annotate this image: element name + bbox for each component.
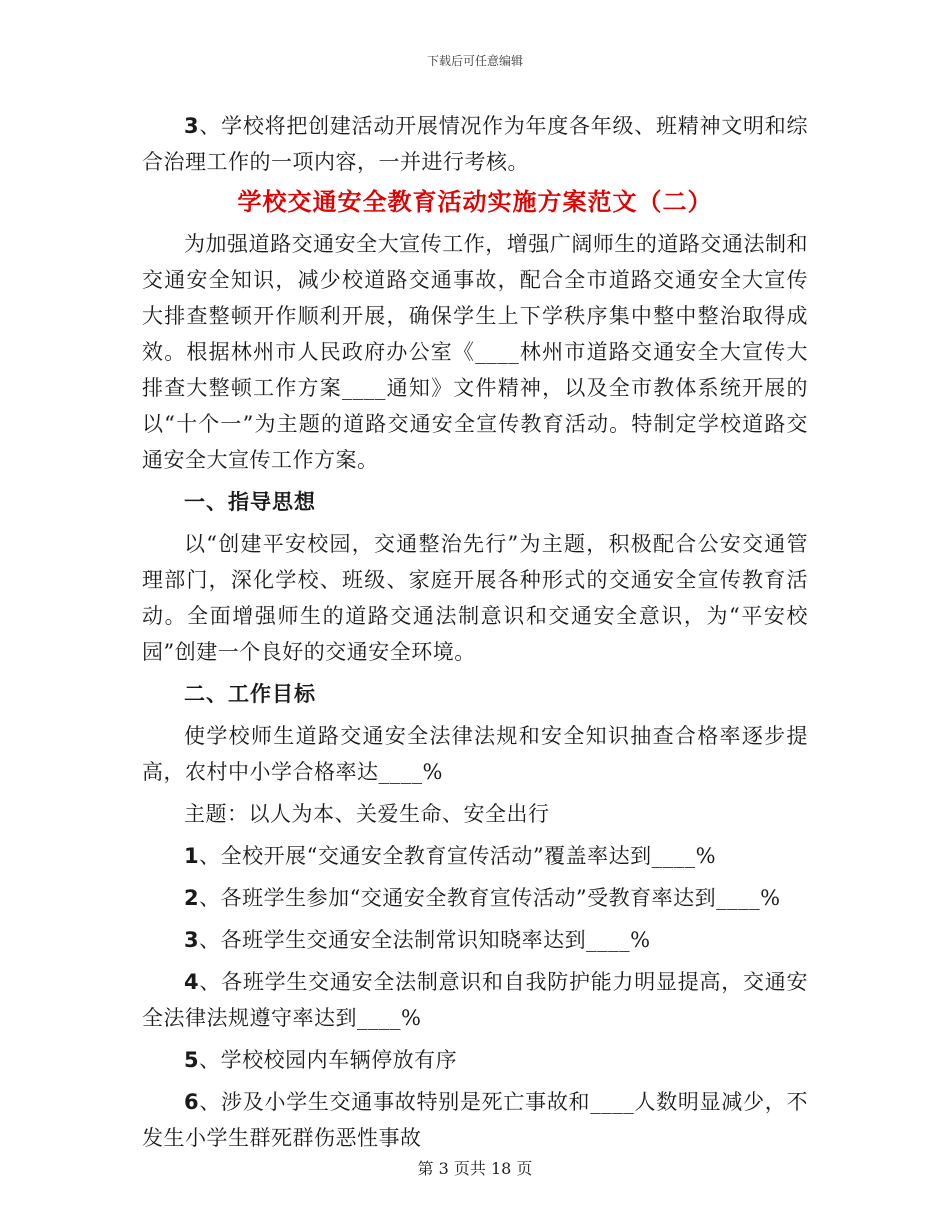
item-number: 5 (184, 1048, 200, 1072)
item-text: 、涉及小学生交通事故特别是死亡事故和____人数明显减少，不发生小学生群死群伤恶性事故 (142, 1090, 808, 1150)
goal-item-1 (142, 838, 808, 874)
section-body-guiding-thought: 以“创建平安校园，交通整治先行”为主题，积极配合公安交通管理部门，深化学校、班级、家庭开展各种形式的交通安全宣传教育活动。全面增强师生的道路交通法制意识和交通安全意识，为“平安校园”创建一个良好的交通安全环境。 (142, 532, 808, 664)
item-text: 、全校开展“交通安全教育宣传活动”覆盖率达到____% (199, 844, 717, 868)
section-heading-guiding-thought: 一、指导思想 (184, 490, 316, 514)
goal-item-3 (142, 922, 808, 958)
page-footer: 第 3 页共 18 页 (417, 1159, 533, 1178)
header-note: 下载后可任意编辑 (426, 54, 523, 68)
goal-item-5 (142, 1042, 808, 1078)
item-number: 3 (184, 114, 200, 138)
item-number: 2 (184, 886, 200, 910)
document-body (142, 108, 808, 1156)
intro-paragraph: 为加强道路交通安全大宣传工作，增强广阔师生的道路交通法制和交通安全知识，减少校道路交通事故，配合全市道路交通安全大宣传大排查整顿开作顺利开展，确保学生上下学秩序集中整中整治取得成效。根据林州市人民政府办公室《____林州市道路交通安全大宣传大排查大整顿工作方案____通知》文件精神，以及全市教体系统开展的以“十个一”为主题的道路交通安全宣传教育活动。特制定学校道路交通安全大宣传工作方案。 (142, 232, 808, 472)
item-text: 、学校将把创建活动开展情况作为年度各年级、班精神文明和综合治理工作的一项内容，一并进行考核。 (142, 114, 808, 174)
item-text: 、学校校园内车辆停放有序 (199, 1048, 458, 1072)
item-number: 1 (184, 844, 200, 868)
theme-line: 主题：以人为本、关爱生命、安全出行 (184, 802, 550, 826)
item-number: 4 (184, 970, 200, 994)
document-title: 学校交通安全教育活动实施方案范文（二） (237, 188, 713, 216)
item-text: 、各班学生参加“交通安全教育宣传活动”受教育率达到____% (199, 886, 781, 910)
section-heading-work-goals: 二、工作目标 (184, 682, 316, 706)
section-body-work-goals: 使学校师生道路交通安全法律法规和安全知识抽查合格率逐步提高，农村中小学合格率达____% (142, 724, 808, 784)
goal-item-2 (142, 880, 808, 916)
goal-item-4 (142, 964, 808, 1036)
goal-item-6 (142, 1084, 808, 1156)
item-text: 、各班学生交通安全法制意识和自我防护能力明显提高，交通安全法律法规遵守率达到____% (142, 970, 808, 1030)
item-number: 6 (184, 1090, 200, 1114)
intro-list-item (142, 108, 808, 180)
item-number: 3 (184, 928, 200, 952)
item-text: 、各班学生交通安全法制常识知晓率达到____% (199, 928, 651, 952)
